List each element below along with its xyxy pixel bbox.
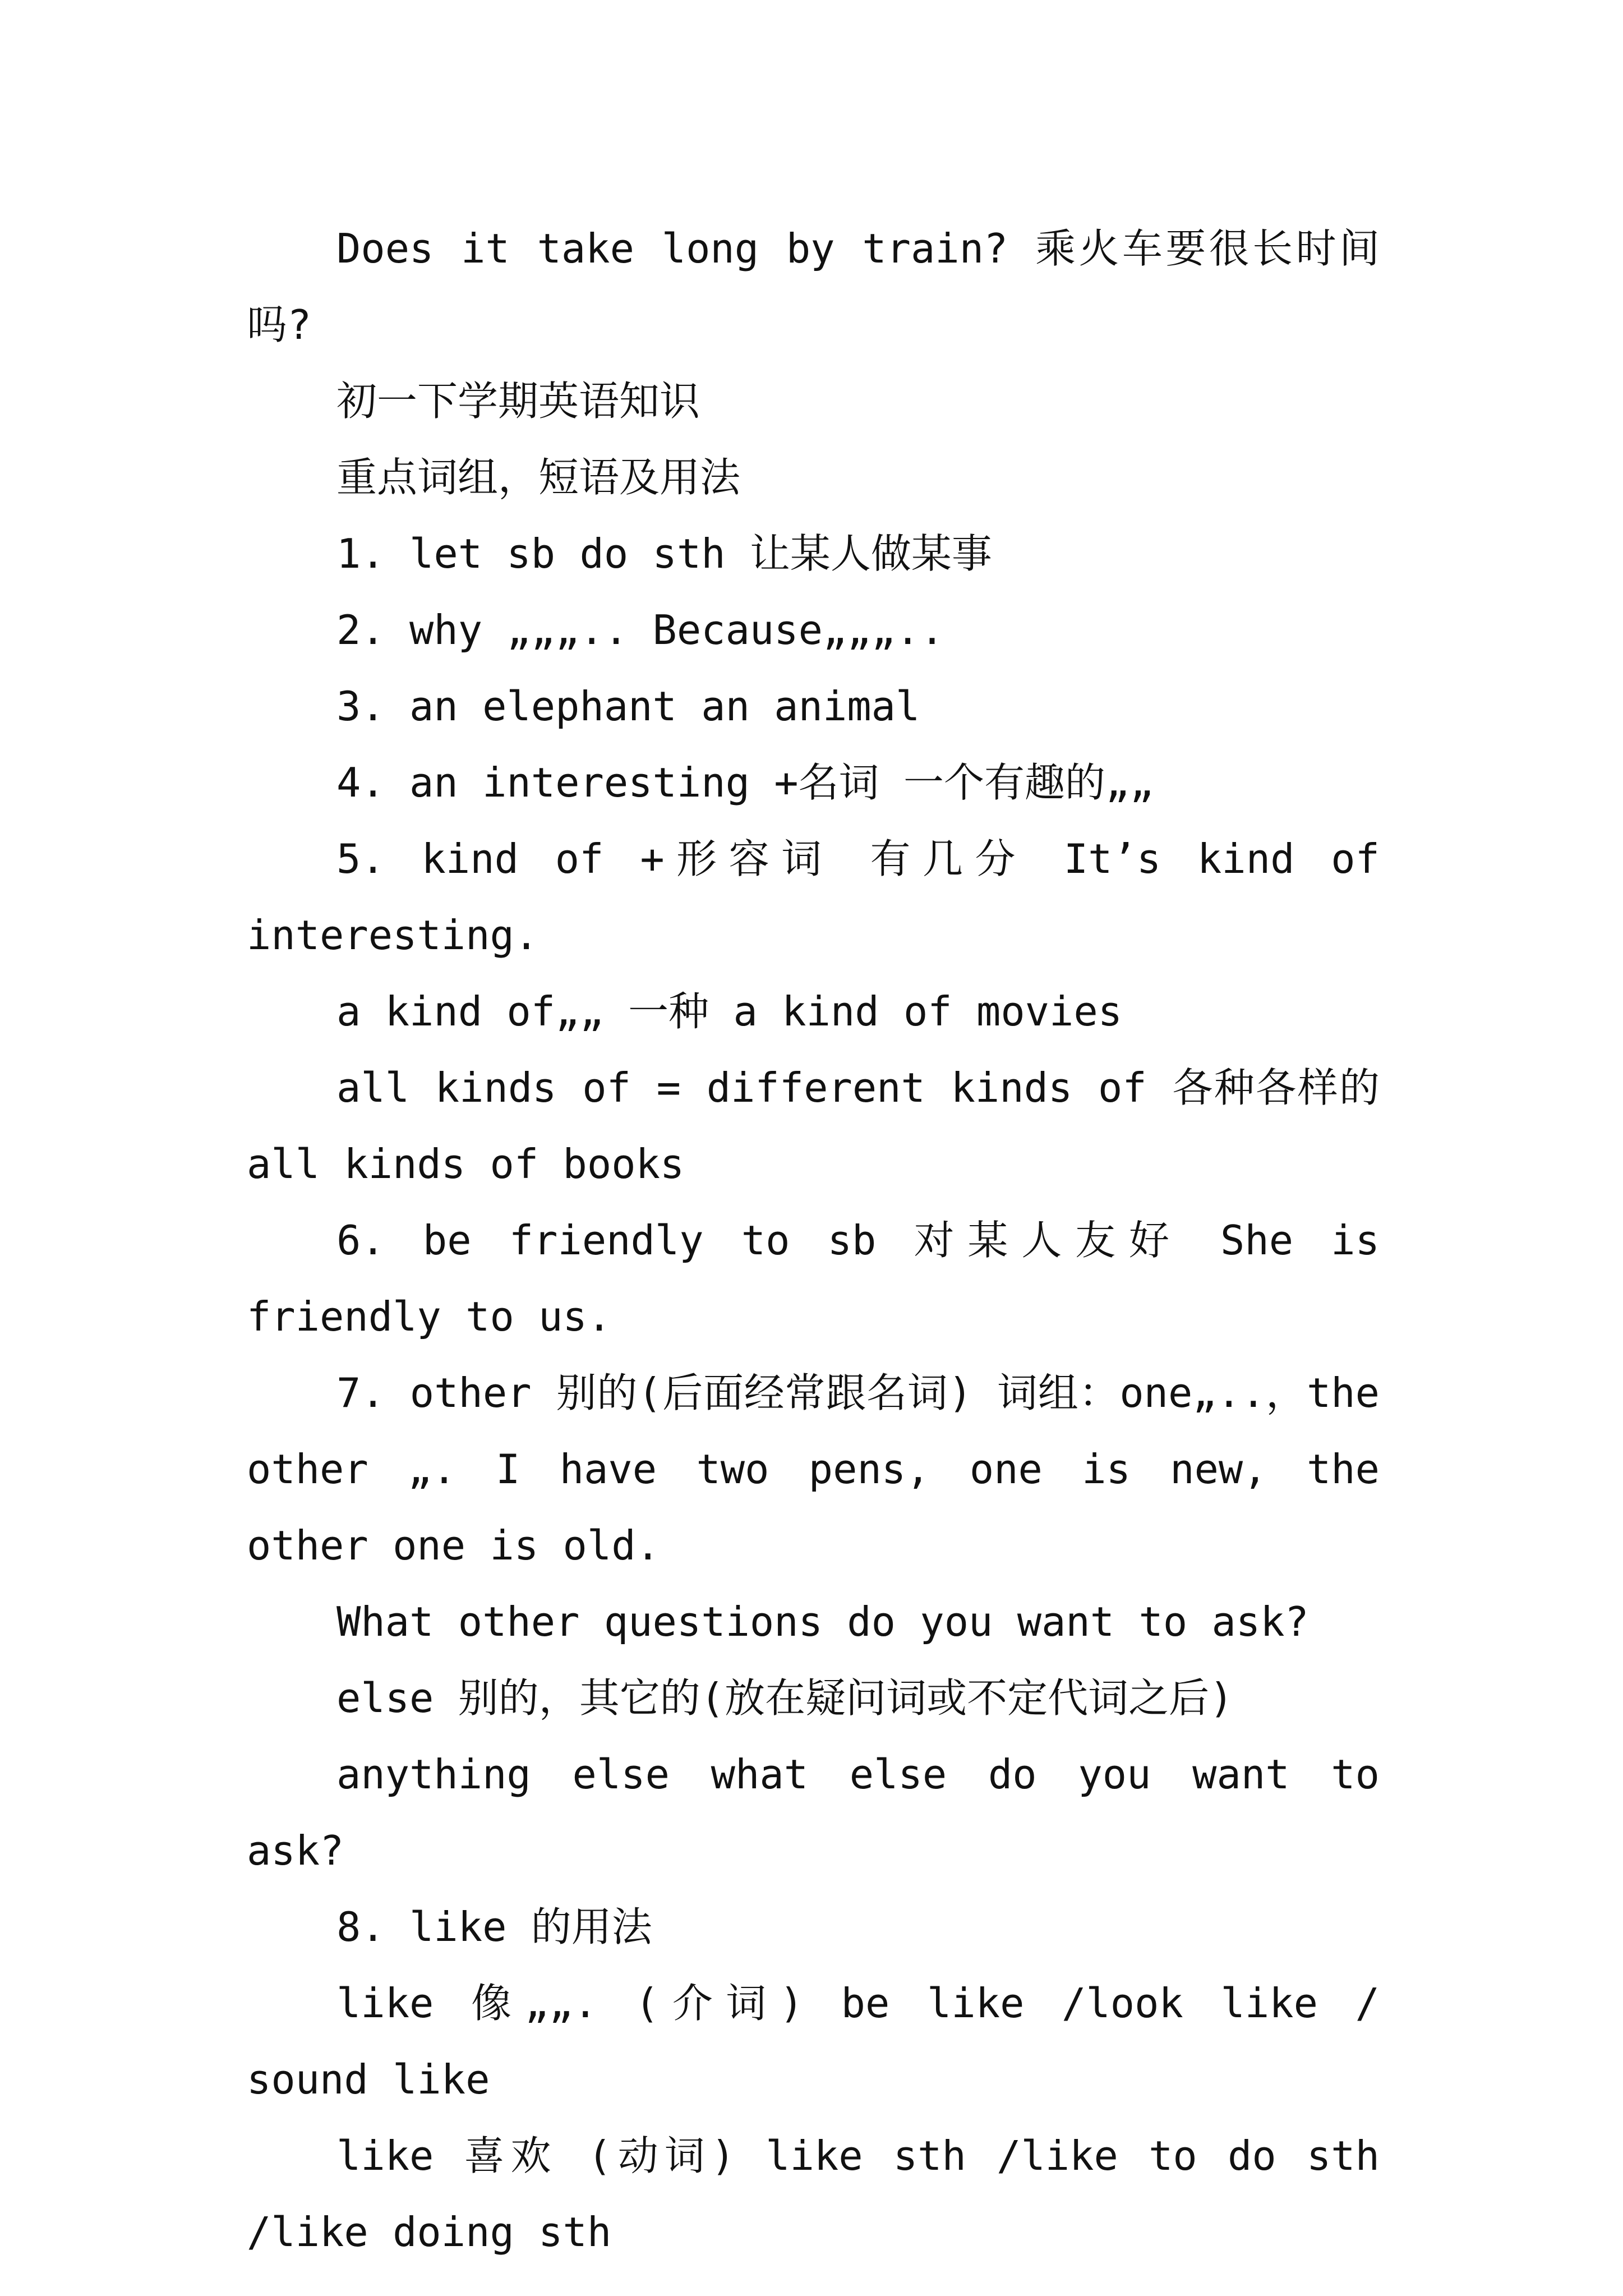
paragraph-item-7: 7. other 别的(后面经常跟名词) 词组：one„..，the other „. I have two pens, one is new, the other one is old.: [247, 1369, 1380, 1569]
paragraph-item-2: 2. why „„„.. Because„„„..: [336, 606, 944, 654]
paragraph-item-6: 6. be friendly to sb 对某人友好 She is friendly to us.: [247, 1217, 1380, 1340]
paragraph-heading-phrases: 重点词组，短语及用法: [336, 454, 741, 501]
paragraph-a-kind-of: a kind of„„ 一种 a kind of movies: [336, 988, 1123, 1035]
paragraph-like-preposition: like 像„„. (介词) be like /look like / sound like: [247, 1980, 1380, 2103]
paragraph-other-questions: What other questions do you want to ask?: [336, 1598, 1309, 1645]
paragraph-like-verb: like 喜欢 (动词) like sth /like to do sth /like doing sth: [247, 2132, 1380, 2256]
paragraph-train-question: Does it take long by train? 乘火车要很长时间吗?: [247, 225, 1380, 348]
paragraph-item-5: 5. kind of +形容词 有几分 It’s kind of interesting.: [247, 835, 1380, 959]
document-body: [247, 210, 1380, 2270]
paragraph-item-3: 3. an elephant an animal: [336, 683, 920, 730]
paragraph-item-8: 8. like 的用法: [336, 1903, 652, 1950]
paragraph-item-4: 4. an interesting +名词 一个有趣的„„: [336, 759, 1154, 806]
paragraph-anything-else: anything else what else do you want to ask?: [247, 1751, 1380, 1874]
paragraph-item-1: 1. let sb do sth 让某人做某事: [336, 530, 992, 577]
paragraph-all-kinds-of: all kinds of = different kinds of 各种各样的 all kinds of books: [247, 1064, 1380, 1188]
paragraph-else: else 别的，其它的(放在疑问词或不定代词之后): [336, 1674, 1234, 1722]
paragraph-heading-knowledge: 初一下学期英语知识: [336, 378, 700, 425]
